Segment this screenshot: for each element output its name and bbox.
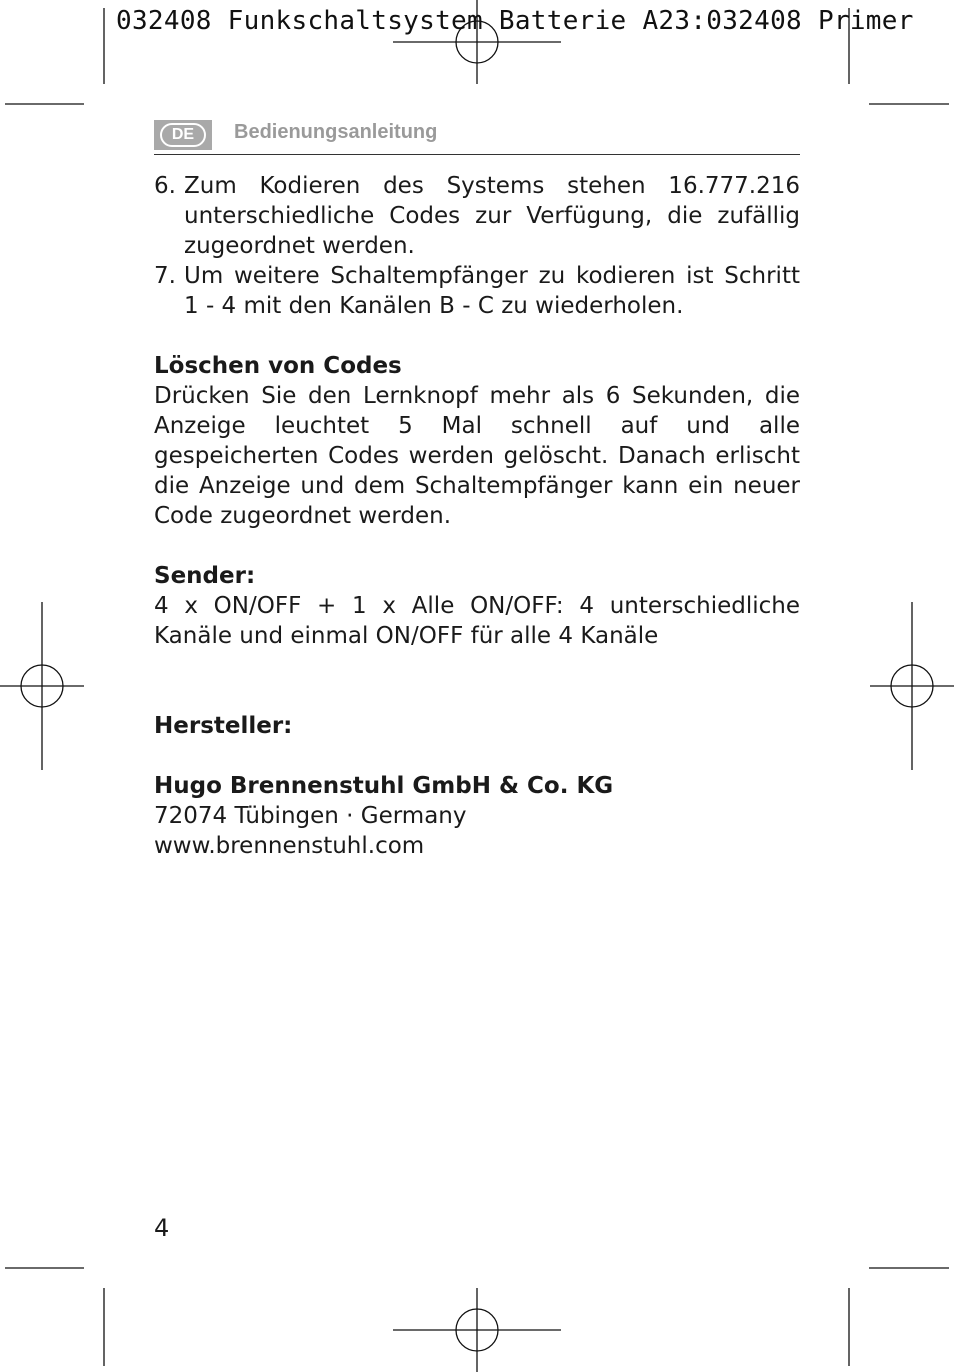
- list-item-number: 7.: [154, 263, 176, 289]
- sender-title: Sender:: [154, 563, 256, 589]
- list-item: [154, 261, 800, 321]
- delete-codes-title: Löschen von Codes: [154, 353, 402, 379]
- language-label: DE: [160, 123, 206, 147]
- header-title: Bedienungsanleitung: [234, 121, 438, 143]
- instruction-list: [154, 171, 800, 321]
- page-content: [154, 171, 800, 861]
- sender-section: [154, 561, 800, 651]
- list-item: [154, 171, 800, 261]
- company-website: www.brennenstuhl.com: [154, 833, 425, 859]
- list-item-text: Zum Kodieren des Systems stehen 16.777.216 unterschiedliche Codes zur Verfügung, die zufällig zugeordnet werden.: [184, 173, 800, 259]
- company-name: Hugo Brennenstuhl GmbH & Co. KG: [154, 773, 614, 799]
- delete-codes-text: Drücken Sie den Lernknopf mehr als 6 Sekunden, die Anzeige leuchtet 5 Mal schnell auf und alle gespeicherten Codes werden gelöscht. Danach erlischt die Anzeige und dem Schaltempfänger kann ein neuer Code zugeordnet werden.: [154, 383, 800, 529]
- company-address: 72074 Tübingen · Germany: [154, 803, 467, 829]
- sender-text: 4 x ON/OFF + 1 x Alle ON/OFF: 4 unterschiedliche Kanäle und einmal ON/OFF für alle 4 Kanäle: [154, 593, 800, 649]
- list-item-number: 6.: [154, 173, 176, 199]
- page-number: 4: [154, 1214, 170, 1242]
- list-item-text: Um weitere Schaltempfänger zu kodieren ist Schritt 1 - 4 mit den Kanälen B - C zu wiederholen.: [184, 263, 800, 319]
- section-header: [154, 118, 800, 155]
- language-badge: [154, 120, 212, 150]
- manufacturer-title: Hersteller:: [154, 713, 293, 739]
- delete-codes-section: [154, 351, 800, 531]
- manufacturer-section: [154, 711, 800, 861]
- print-slug: 032408 Funkschaltsystem Batterie A23:032408 Primer: [116, 6, 914, 36]
